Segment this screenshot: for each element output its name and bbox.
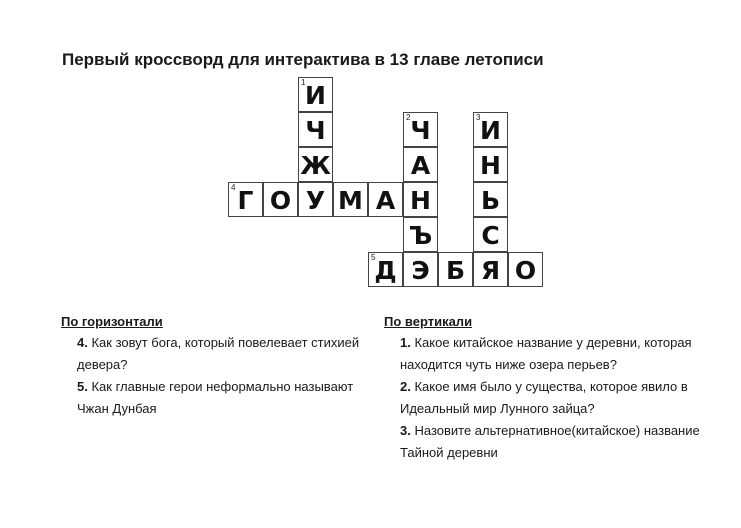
clue-down-3 — [384, 420, 714, 464]
clue-number: 3. — [400, 423, 411, 438]
cell-letter: Б — [445, 256, 466, 285]
crossword-cell — [333, 182, 368, 217]
cell-letter: Ь — [480, 186, 501, 215]
crossword-cell — [403, 182, 438, 217]
cell-letter: Н — [480, 151, 501, 180]
crossword-cell — [473, 217, 508, 252]
cell-letter: У — [305, 186, 326, 215]
clue-text: Какое имя было у существа, которое явило в Идеальный мир Лунного зайца? — [400, 379, 688, 416]
crossword-cell — [298, 182, 333, 217]
clue-down-2 — [384, 376, 714, 420]
clue-number-marker: 4 — [231, 183, 236, 192]
crossword-cell — [473, 147, 508, 182]
clue-number: 2. — [400, 379, 411, 394]
cell-letter: О — [514, 256, 537, 285]
crossword-cell — [473, 182, 508, 217]
clue-across-4 — [61, 332, 371, 376]
cell-letter: Н — [410, 186, 431, 215]
clue-text: Как главные герои неформально называют Чжан Дунбая — [77, 379, 354, 416]
cell-letter: Ж — [300, 151, 331, 180]
cell-letter: Д — [374, 256, 397, 285]
clue-text: Какое китайское название у деревни, которая находится чуть ниже озера перьев? — [400, 335, 692, 372]
cell-letter: С — [481, 221, 500, 250]
clue-number: 4. — [77, 335, 88, 350]
crossword-cell — [403, 112, 438, 147]
clues-down — [384, 312, 714, 464]
crossword-cell — [368, 182, 403, 217]
cell-letter: А — [410, 151, 431, 180]
crossword-cell — [228, 182, 263, 217]
crossword-cell — [403, 217, 438, 252]
cell-letter: М — [338, 186, 363, 215]
clue-down-1 — [384, 332, 714, 376]
clue-number-marker: 1 — [301, 78, 306, 87]
cell-letter: Э — [411, 256, 430, 285]
page-title: Первый кроссворд для интерактива в 13 главе летописи — [62, 50, 544, 69]
cell-letter: И — [305, 81, 326, 110]
clue-number-marker: 5 — [371, 253, 376, 262]
clues-across-heading: По горизонтали — [61, 314, 163, 329]
crossword-cell — [508, 252, 543, 287]
clue-number: 1. — [400, 335, 411, 350]
cell-letter: Ъ — [408, 221, 433, 250]
crossword-cell — [438, 252, 473, 287]
crossword-cell — [473, 252, 508, 287]
clue-text: Как зовут бога, который повелевает стихией девера? — [77, 335, 360, 372]
clue-number: 5. — [77, 379, 88, 394]
cell-letter: О — [269, 186, 292, 215]
cell-letter: Ч — [305, 116, 326, 145]
crossword-cell — [263, 182, 298, 217]
crossword-cell — [473, 112, 508, 147]
crossword-cell — [403, 252, 438, 287]
cell-letter: Ч — [410, 116, 431, 145]
crossword-cell — [298, 112, 333, 147]
clues-down-heading: По вертикали — [384, 314, 473, 329]
clue-text: Назовите альтернативное(китайское) название Тайной деревни — [400, 423, 700, 460]
crossword-cell — [403, 147, 438, 182]
crossword-cell — [298, 147, 333, 182]
cell-letter: Я — [480, 256, 501, 285]
cell-letter: Г — [237, 186, 254, 215]
clue-across-5 — [61, 376, 371, 420]
clue-number-marker: 2 — [406, 113, 411, 122]
clue-number-marker: 3 — [476, 113, 481, 122]
cell-letter: А — [375, 186, 396, 215]
clues-across — [61, 312, 371, 420]
crossword-cell — [298, 77, 333, 112]
cell-letter: И — [480, 116, 501, 145]
crossword-cell — [368, 252, 403, 287]
